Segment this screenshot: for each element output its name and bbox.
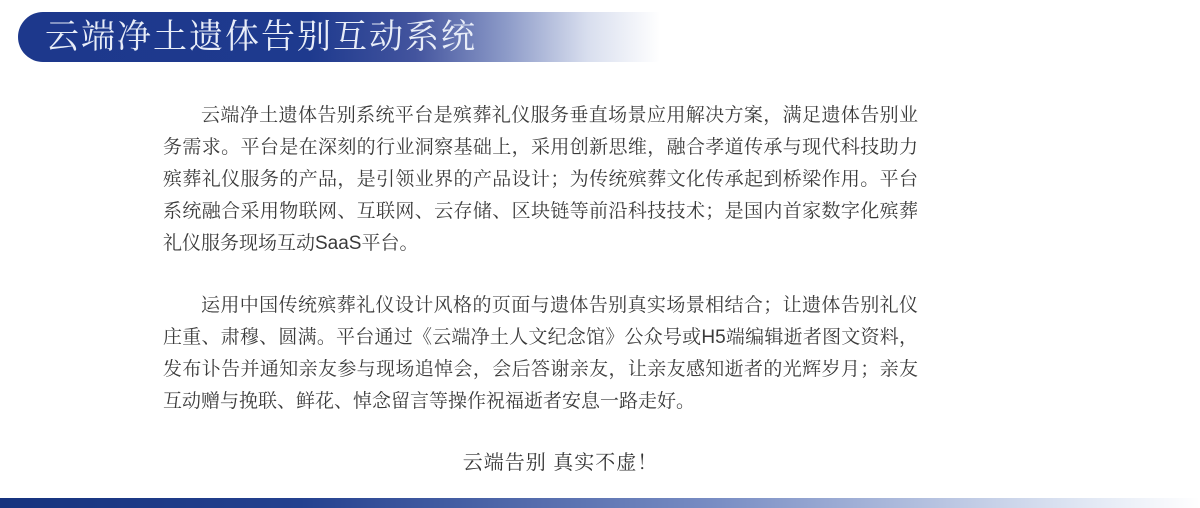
bottom-accent-bar (0, 498, 1200, 508)
intro-paragraph-1: 云端净土遗体告别系统平台是殡葬礼仪服务垂直场景应用解决方案，满足遗体告别业务需求。平台是在深刻的行业洞察基础上，采用创新思维，融合孝道传承与现代科技助力殡葬礼仪服务的产品，是引领业界的产品设计；为传统殡葬文化传承起到桥梁作用。平台系统融合采用物联网、互联网、云存储、区块链等前沿科技技术；是国内首家数字化殡葬礼仪服务现场互动SaaS平台。 (163, 105, 918, 254)
page-title: 云端净土遗体告别互动系统 (45, 18, 477, 56)
intro-text-block (163, 100, 918, 478)
tagline: 云端告别 真实不虚！ (462, 452, 659, 474)
page-title-banner (18, 12, 680, 62)
intro-paragraph-2: 运用中国传统殡葬礼仪设计风格的页面与遗体告别真实场景相结合；让遗体告别礼仪庄重、肃穆、圆满。平台通过《云端净土人文纪念馆》公众号或H5端编辑逝者图文资料，发布讣告并通知亲友参与现场追悼会，会后答谢亲友，让亲友感知逝者的光辉岁月；亲友互动赠与挽联、鲜花、悼念留言等操作祝福逝者安息一路走好。 (163, 295, 918, 412)
